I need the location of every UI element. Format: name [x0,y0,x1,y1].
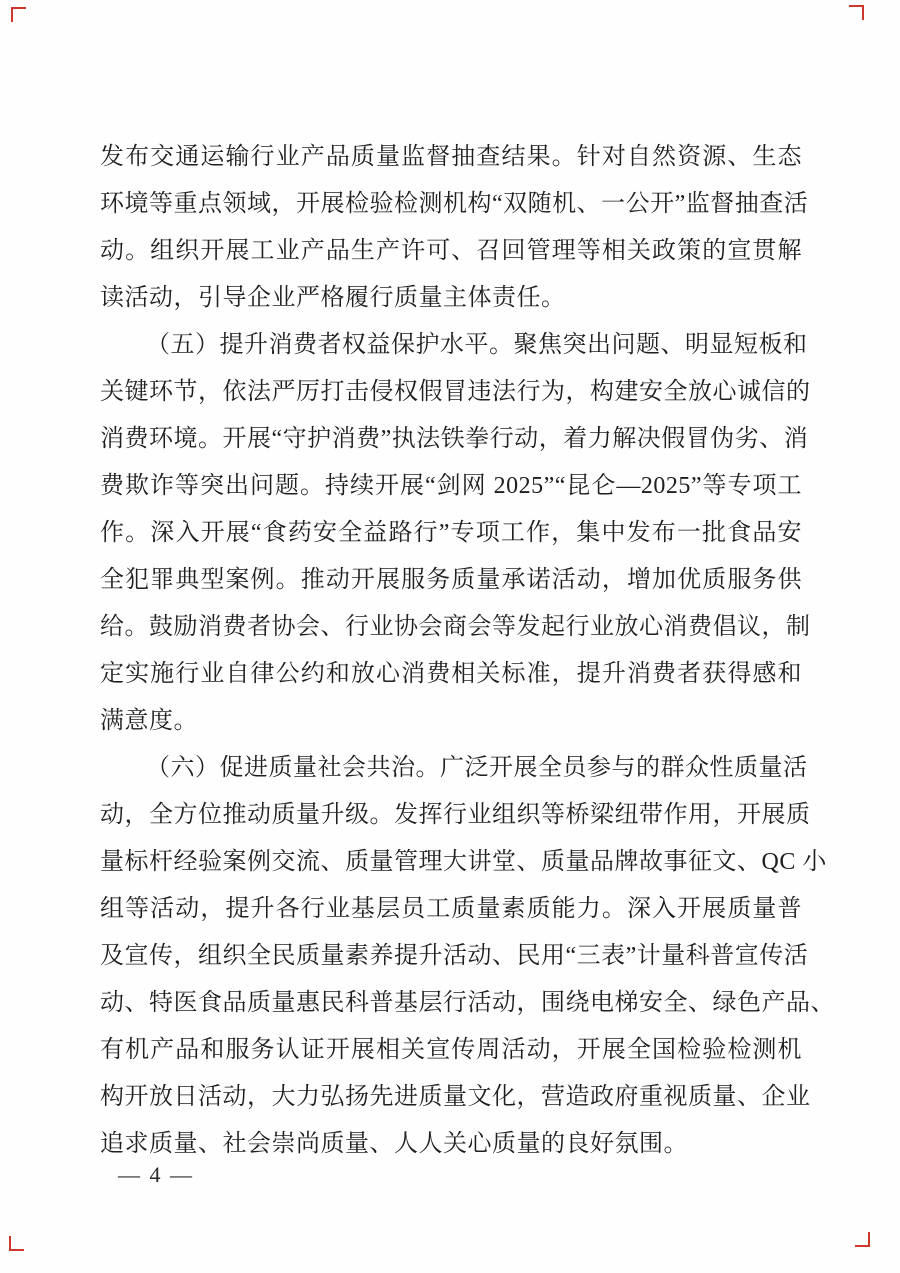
text-line: 消费环境。开展“守护消费”执法铁拳行动，着力解决假冒伪劣、消 [100,426,809,452]
text-line: 及宣传，组织全民质量素养提升活动、民用“三表”计量科普宣传活 [100,943,809,969]
text-line: 组等活动，提升各行业基层员工质量素质能力。深入开展质量普 [100,896,802,922]
text-line: 费欺诈等突出问题。持续开展“剑网 2025”“昆仑—2025”等专项工 [100,473,802,499]
corner-crop-mark-top-right [849,5,864,20]
text-line: （五）提升消费者权益保护水平。聚焦突出问题、明显短板和 [146,332,808,358]
text-line: 给。鼓励消费者协会、行业协会商会等发起行业放心消费倡议，制 [100,614,811,640]
page-number: — 4 — [118,1162,194,1187]
text-line: 作。深入开展“食药安全益路行”专项工作，集中发布一批食品安 [100,520,802,546]
text-line: 构开放日活动，大力弘扬先进质量文化，营造政府重视质量、企业 [100,1084,811,1110]
text-line: 量标杆经验案例交流、质量管理大讲堂、质量品牌故事征文、QC 小 [100,849,827,875]
text-line: 有机产品和服务认证开展相关宣传周活动，开展全国检验检测机 [100,1037,802,1063]
text-line: （六）促进质量社会共治。广泛开展全员参与的群众性质量活 [146,755,808,781]
text-line: 动。组织开展工业产品生产许可、召回管理等相关政策的宣贯解 [100,238,802,264]
text-line: 满意度。 [100,708,198,734]
text-line: 读活动，引导企业严格履行质量主体责任。 [100,285,566,311]
text-line: 追求质量、社会崇尚质量、人人关心质量的良好氛围。 [100,1131,688,1157]
text-line: 关键环节，依法严厉打击侵权假冒违法行为，构建安全放心诚信的 [100,379,811,405]
corner-crop-mark-top-left [11,7,26,22]
text-line: 定实施行业自律公约和放心消费相关标准，提升消费者获得感和 [100,661,802,687]
text-line: 动、特医食品质量惠民科普基层行活动，围绕电梯安全、绿色产品、 [100,990,835,1016]
text-line: 全犯罪典型案例。推动开展服务质量承诺活动，增加优质服务供 [100,567,802,593]
text-line: 动，全方位推动质量升级。发挥行业组织等桥梁纽带作用，开展质 [100,802,811,828]
corner-crop-mark-bottom-left [9,1236,24,1251]
document-body [100,134,835,1168]
text-line: 环境等重点领域，开展检验检测机构“双随机、一公开”监督抽查活 [100,191,809,217]
text-line: 发布交通运输行业产品质量监督抽查结果。针对自然资源、生态 [100,144,802,170]
corner-crop-mark-bottom-right [855,1232,870,1247]
